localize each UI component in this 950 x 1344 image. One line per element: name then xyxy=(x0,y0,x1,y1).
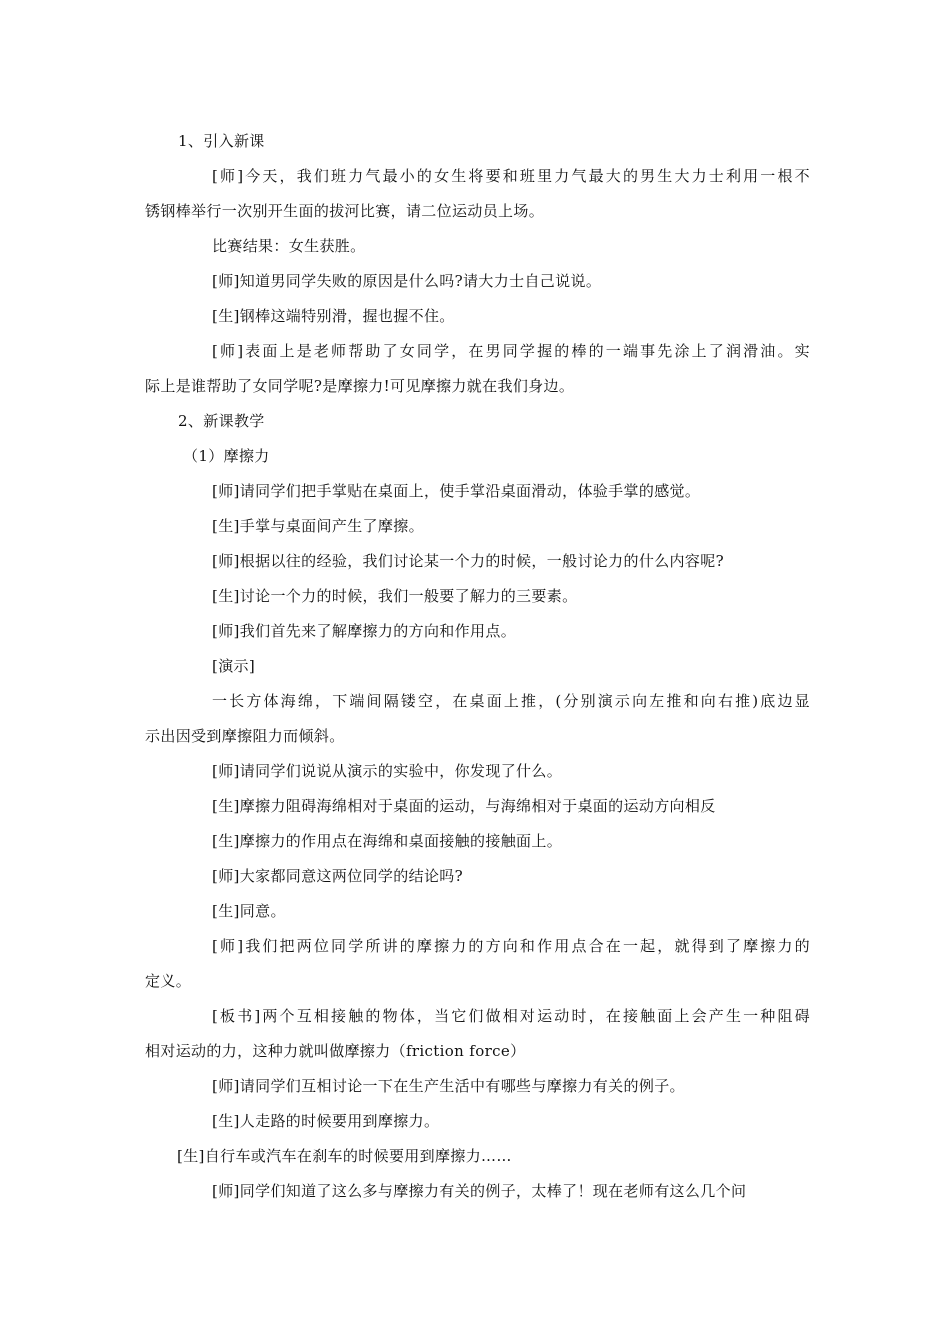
text-line: [生]摩擦力的作用点在海绵和桌面接触的接触面上。 xyxy=(212,832,563,850)
text-line: 一长方体海绵，下端间隔镂空，在桌面上推，(分别演示向左推和向右推)底边显 xyxy=(212,692,810,710)
text-line: [师]请同学们把手掌贴在桌面上，使手掌沿桌面滑动，体验手掌的感觉。 xyxy=(212,482,701,500)
text-line: [师]我们首先来了解摩擦力的方向和作用点。 xyxy=(212,622,517,640)
text-line: 相对运动的力，这种力就叫做摩擦力（friction force） xyxy=(145,1042,526,1060)
text-line: 示出因受到摩擦阻力而倾斜。 xyxy=(145,727,345,745)
text-line: [生]同意。 xyxy=(212,902,286,920)
text-line: 比赛结果：女生获胜。 xyxy=(212,237,366,255)
text-line: [生]钢棒这端特别滑，握也握不住。 xyxy=(212,307,455,325)
section-heading: 1、引入新课 xyxy=(178,132,265,150)
document-body xyxy=(145,124,810,1209)
text-line: 锈钢棒举行一次别开生面的拔河比赛，请二位运动员上场。 xyxy=(145,202,545,220)
text-line: [师]表面上是老师帮助了女同学，在男同学握的棒的一端事先涂上了润滑油。实 xyxy=(212,342,810,360)
text-line: [师]知道男同学失败的原因是什么吗?请大力士自己说说。 xyxy=(212,272,602,290)
text-line: 定义。 xyxy=(145,972,192,990)
text-line: [板书]两个互相接触的物体，当它们做相对运动时，在接触面上会产生一种阻碍 xyxy=(212,1007,810,1025)
text-line: [生]讨论一个力的时候，我们一般要了解力的三要素。 xyxy=(212,587,578,605)
text-line: [师]根据以往的经验，我们讨论某一个力的时候，一般讨论力的什么内容呢? xyxy=(212,552,724,570)
text-line: [生]自行车或汽车在刹车的时候要用到摩擦力…… xyxy=(177,1147,512,1165)
text-line: [生]人走路的时候要用到摩擦力。 xyxy=(212,1112,440,1130)
subsection-heading: （1）摩擦力 xyxy=(183,447,270,465)
text-line: [师]请同学们互相讨论一下在生产生活中有哪些与摩擦力有关的例子。 xyxy=(212,1077,685,1095)
text-line: [生]手掌与桌面间产生了摩擦。 xyxy=(212,517,424,535)
text-line: [师]同学们知道了这么多与摩擦力有关的例子，太棒了！现在老师有这么几个问 xyxy=(212,1182,747,1200)
text-line: [师]我们把两位同学所讲的摩擦力的方向和作用点合在一起，就得到了摩擦力的 xyxy=(212,937,810,955)
text-line: [师]今天，我们班力气最小的女生将要和班里力气最大的男生大力士利用一根不 xyxy=(212,167,810,185)
text-line: [演示] xyxy=(212,657,256,675)
section-heading: 2、新课教学 xyxy=(178,412,265,430)
text-line: 际上是谁帮助了女同学呢?是摩擦力!可见摩擦力就在我们身边。 xyxy=(145,377,575,395)
text-line: [师]请同学们说说从演示的实验中，你发现了什么。 xyxy=(212,762,563,780)
text-line: [师]大家都同意这两位同学的结论吗? xyxy=(212,867,464,885)
text-line: [生]摩擦力阻碍海绵相对于桌面的运动，与海绵相对于桌面的运动方向相反 xyxy=(212,797,716,815)
